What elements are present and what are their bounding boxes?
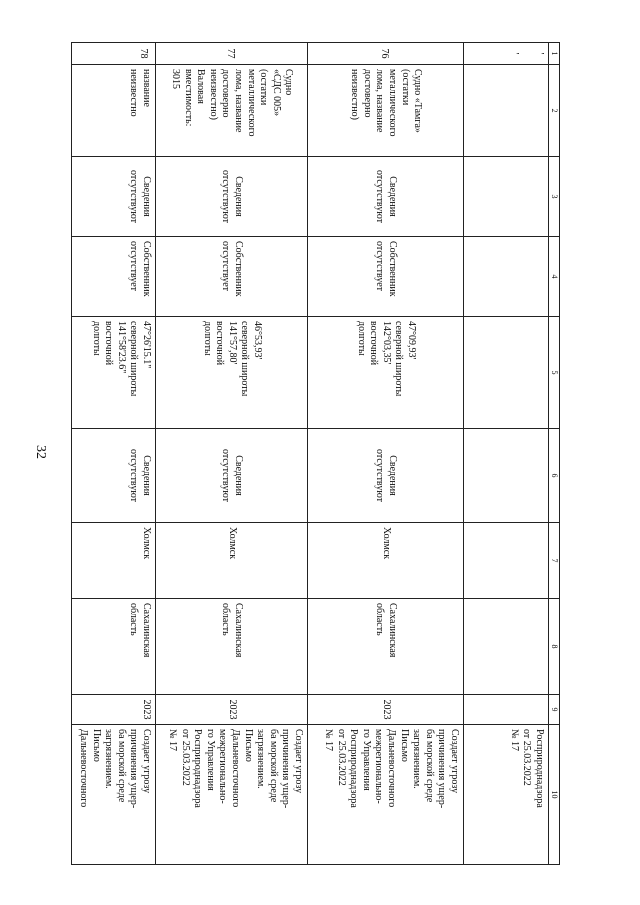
row-number: 78 xyxy=(71,43,155,65)
info: Сведения отсутствуют xyxy=(155,429,307,523)
cell xyxy=(463,317,548,429)
header-col-7: 7 xyxy=(548,523,559,599)
header-col-3: 3 xyxy=(548,157,559,237)
cell xyxy=(463,237,548,317)
note: Создает угрозу причинения ущер- ба морской среде загрязнением. Письмо Дальневосточного межрегионально- го Управления Росприроднадзора от 25.03.2022 № 17 xyxy=(307,725,463,865)
continuation-row xyxy=(463,43,548,865)
year: 2023 xyxy=(307,695,463,725)
coordinates: 47°09,93' северной широты 142°03,35' восточной долготы xyxy=(307,317,463,429)
cell xyxy=(463,523,548,599)
header-col-5: 5 xyxy=(548,317,559,429)
continuation-mark: ' xyxy=(533,52,545,55)
port: Холмск xyxy=(307,523,463,599)
vessel-name: название неизвестно xyxy=(71,65,155,157)
owner: Собственник отсутствует xyxy=(71,237,155,317)
page-number: 32 xyxy=(33,445,48,459)
row-number: 76 xyxy=(307,43,463,65)
row-number: 77 xyxy=(155,43,307,65)
table-row xyxy=(307,43,463,865)
owner-info: Сведения отсутствуют xyxy=(71,157,155,237)
port: Холмск xyxy=(71,523,155,599)
table-row xyxy=(71,43,155,865)
coordinates: 46°53,93' северной широты 141°57,80' восточной долготы xyxy=(155,317,307,429)
table-row xyxy=(155,43,307,865)
port: Холмск xyxy=(155,523,307,599)
header-col-4: 4 xyxy=(548,237,559,317)
owner-info: Сведения отсутствуют xyxy=(155,157,307,237)
region: Сахалинская область xyxy=(155,599,307,695)
header-col-1: 1 xyxy=(548,43,559,65)
header-col-8: 8 xyxy=(548,599,559,695)
header-col-2: 2 xyxy=(548,65,559,157)
vessel-registry-table xyxy=(71,42,560,865)
continuation-mark: ' xyxy=(508,52,520,55)
owner-info: Сведения отсутствуют xyxy=(307,157,463,237)
header-col-6: 6 xyxy=(548,429,559,523)
cell xyxy=(463,157,548,237)
header-col-10: 10 xyxy=(548,725,559,865)
document-table-wrapper xyxy=(72,42,560,864)
note: Создает угрозу причинения ущер- ба морской среде загрязнением. Письмо Дальневосточного межрегионально- го Управления Росприроднадзора от 25.03.2022 № 17 xyxy=(155,725,307,865)
coordinates: 47°26'15.1" северной широты 141°58'23.6" восточной долготы xyxy=(71,317,155,429)
cell xyxy=(463,65,548,157)
region: Сахалинская область xyxy=(71,599,155,695)
continuation-note: Росприроднадзора от 25.03.2022 № 17 xyxy=(463,725,548,865)
note: Создает угрозу причинения ущер- ба морской среде загрязнением. Письмо Дальневосточного xyxy=(71,725,155,865)
info: Сведения отсутствуют xyxy=(71,429,155,523)
cell xyxy=(463,429,548,523)
vessel-name: Судно «СДС 005» (остатки металлического лома, название достоверно неизвестно) Валовая вместимость: 3015 xyxy=(155,65,307,157)
cell xyxy=(463,695,548,725)
info: Сведения отсутствуют xyxy=(307,429,463,523)
continuation-marks xyxy=(463,43,548,65)
vessel-name: Судно «Тамга» (остатки металлического лома, название достоверно неизвестно) xyxy=(307,65,463,157)
header-col-9: 9 xyxy=(548,695,559,725)
header-row xyxy=(548,43,559,865)
region: Сахалинская область xyxy=(307,599,463,695)
year: 2023 xyxy=(71,695,155,725)
owner: Собственник отсутствует xyxy=(155,237,307,317)
year: 2023 xyxy=(155,695,307,725)
owner: Собственник отсутствует xyxy=(307,237,463,317)
cell xyxy=(463,599,548,695)
